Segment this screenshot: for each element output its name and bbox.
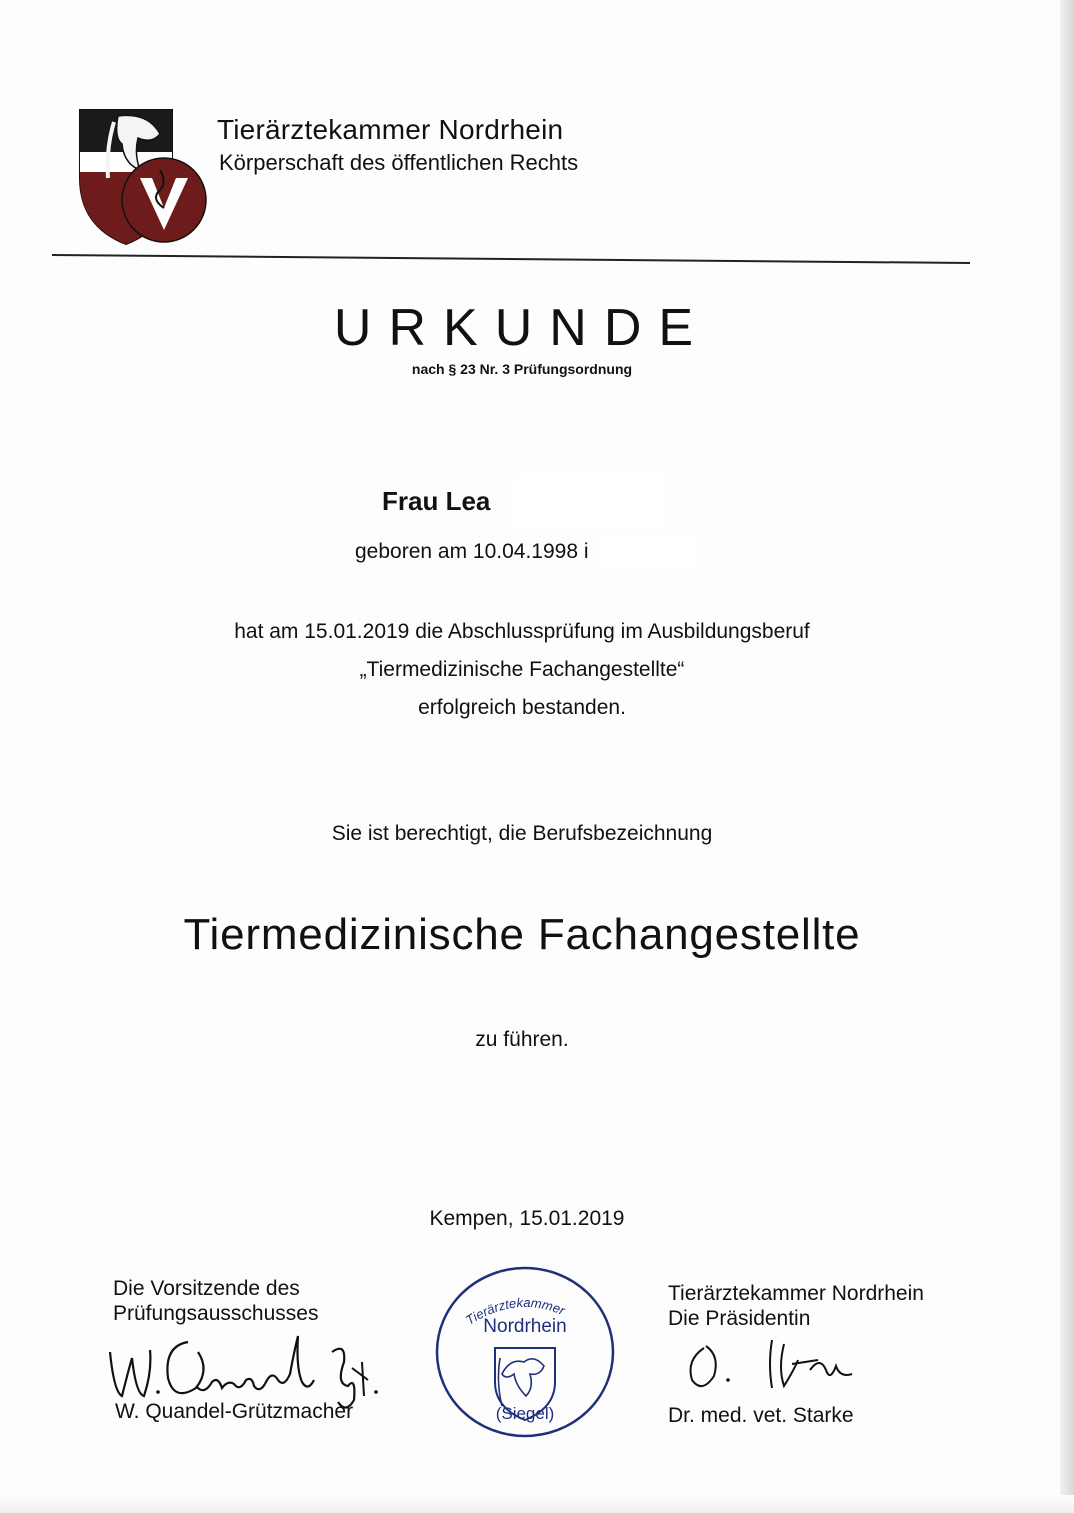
entitlement-statement: Sie ist berechtigt, die Berufsbezeichnung xyxy=(331,822,713,845)
redaction-name xyxy=(516,478,662,526)
left-handwritten-signature xyxy=(100,1322,390,1412)
left-signatory-role xyxy=(113,1276,318,1326)
seal-middle-text: Nordrhein xyxy=(483,1316,567,1337)
birth-info: geboren am 10.04.1998 i xyxy=(355,540,589,563)
left-role-line1: Die Vorsitzende des xyxy=(113,1277,300,1300)
org-name: Tierärztekammer Nordrhein xyxy=(217,114,564,145)
page-bottom-shade xyxy=(0,1495,1074,1513)
document-title: URKUNDE xyxy=(333,299,711,357)
exam-profession-quoted: „Tiermedizinische Fachangestellte“ xyxy=(359,658,685,681)
recipient-name: Frau Lea xyxy=(382,486,491,516)
right-handwritten-signature xyxy=(680,1330,860,1400)
right-signer-name: Dr. med. vet. Starke xyxy=(668,1404,854,1427)
left-signer-name: W. Quandel-Grützmacher xyxy=(115,1400,354,1423)
legal-reference: nach § 23 Nr. 3 Prüfungsordnung xyxy=(411,361,633,377)
header-divider xyxy=(52,254,970,264)
coat-of-arms-logo-icon xyxy=(78,108,210,248)
left-role-line2: Prüfungsausschusses xyxy=(113,1302,319,1325)
place-and-date: Kempen, 15.01.2019 xyxy=(429,1207,625,1230)
right-signatory-role xyxy=(668,1281,924,1331)
page-edge-shadow xyxy=(1060,0,1074,1513)
exam-statement: hat am 15.01.2019 die Abschlussprüfung im Ausbildungsberuf xyxy=(234,620,810,643)
right-role-line1: Tierärztekammer Nordrhein xyxy=(668,1282,924,1305)
profession-title: Tiermedizinische Fachangestellte xyxy=(183,910,861,959)
org-subtitle: Körperschaft des öffentlichen Rechts xyxy=(219,150,579,175)
closing-phrase: zu führen. xyxy=(475,1028,569,1051)
seal-bottom-text: (Siegel) xyxy=(495,1404,555,1423)
right-role-line2: Die Präsidentin xyxy=(668,1307,811,1330)
seal-top-text: Tierärztekammer xyxy=(463,1294,568,1328)
official-seal-icon xyxy=(430,1262,620,1442)
redaction-birthplace xyxy=(606,538,690,568)
exam-result: erfolgreich bestanden. xyxy=(418,696,626,719)
